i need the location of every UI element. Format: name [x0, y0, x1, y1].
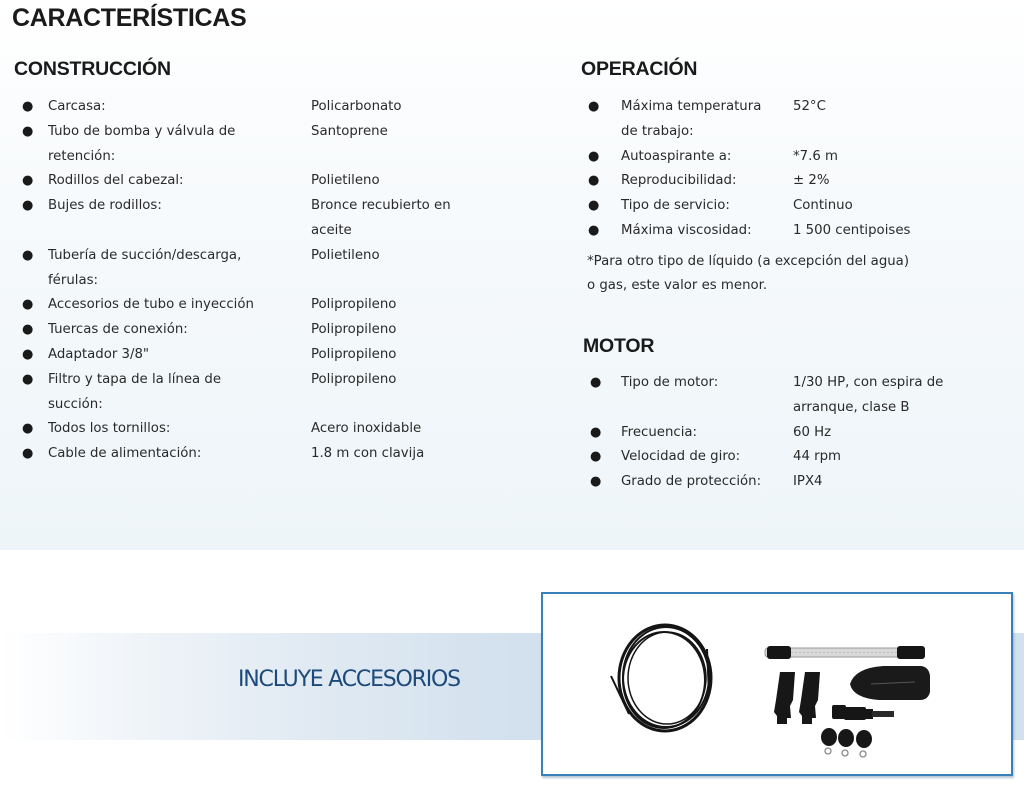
- spec-value-line: Santoprene: [311, 123, 388, 139]
- spec-value: [793, 95, 826, 120]
- bullet-icon: ●: [22, 123, 34, 139]
- footnote-line: *Para otro tipo de líquido (a excepción del agua): [587, 254, 910, 269]
- spec-row: [0, 293, 540, 318]
- spec-label: [621, 95, 761, 145]
- spec-value-line: IPX4: [793, 474, 823, 490]
- spec-label-line: Bujes de rodillos:: [48, 198, 162, 214]
- spec-value: [311, 318, 396, 343]
- spec-label: [621, 470, 761, 495]
- spec-row: [0, 421, 1024, 446]
- spec-label: [48, 318, 188, 343]
- spec-row: [0, 445, 1024, 470]
- spec-value-line: Bronce recubierto en: [311, 198, 451, 214]
- spec-value: [793, 219, 910, 244]
- bullet-icon: ●: [590, 424, 602, 440]
- spec-label: [48, 293, 254, 318]
- spec-value: [793, 470, 823, 495]
- spec-value-line: Policarbonato: [311, 99, 402, 114]
- spec-label: [621, 194, 730, 219]
- spec-value: [793, 145, 838, 170]
- spec-label-line: Máxima viscosidad:: [621, 222, 752, 238]
- bullet-icon: ●: [590, 474, 602, 490]
- motor-spec-list: [0, 371, 1024, 495]
- spec-label: [48, 343, 149, 368]
- spec-value-line: Continuo: [793, 198, 853, 214]
- spec-value-line: 52°C: [793, 99, 826, 114]
- spec-value-line: Polipropileno: [311, 346, 397, 362]
- bullet-icon: ●: [22, 297, 34, 313]
- spec-row: [0, 145, 1024, 170]
- accessories-image: [543, 594, 1011, 774]
- spec-row: [0, 169, 1024, 194]
- adapter-fittings-icon: [774, 672, 820, 724]
- spec-value-line: 60 Hz: [793, 424, 832, 440]
- accessories-title: INCLUYE ACCESORIOS: [238, 667, 460, 692]
- bullet-icon: ●: [588, 148, 600, 164]
- spec-value-line: 1/30 HP, con espira de: [793, 375, 944, 390]
- bullet-icon: ●: [22, 371, 34, 387]
- bullet-icon: ●: [22, 173, 34, 189]
- spec-label-line: succión:: [48, 396, 103, 412]
- spec-value: [311, 244, 380, 269]
- spec-value-line: ± 2%: [793, 173, 830, 189]
- bullet-icon: ●: [588, 198, 600, 214]
- spec-label-line: Tuercas de conexión:: [48, 322, 188, 338]
- spec-label-line: Tipo de servicio:: [621, 198, 730, 214]
- bullet-icon: ●: [588, 173, 600, 189]
- spec-label-line: Máxima temperatura: [621, 99, 762, 114]
- spec-value-line: aceite: [311, 222, 352, 238]
- spec-row: [0, 244, 540, 294]
- spec-value-line: Polipropileno: [311, 371, 397, 387]
- spec-label: [48, 244, 241, 294]
- spec-value-line: *7.6 m: [793, 148, 838, 164]
- spec-row: [0, 318, 540, 343]
- spec-value: [793, 169, 829, 194]
- section-title-construccion: CONSTRUCCIÓN: [14, 58, 171, 80]
- footnote-line: o gas, este valor es menor.: [587, 278, 768, 293]
- spec-value: [793, 445, 841, 470]
- spec-label-line: Velocidad de giro:: [621, 449, 741, 465]
- spec-label-line: Tipo de motor:: [621, 375, 719, 390]
- spec-label-line: Carcasa:: [48, 99, 106, 114]
- spec-label-line: Rodillos del cabezal:: [48, 173, 184, 189]
- spec-row: [0, 95, 1024, 145]
- page-title: CARACTERÍSTICAS: [12, 4, 247, 32]
- spec-value-line: 1.8 m con clavija: [311, 446, 425, 462]
- connection-nuts-icon: [821, 728, 872, 748]
- spec-value-line: Polipropileno: [311, 322, 397, 338]
- spec-label-line: Cable de alimentación:: [48, 446, 202, 462]
- spec-label: [621, 371, 718, 396]
- filter-cap-icon: [850, 666, 930, 700]
- spec-value: [793, 194, 853, 219]
- bullet-icon: ●: [590, 449, 602, 465]
- bullet-icon: ●: [590, 375, 602, 390]
- bullet-icon: ●: [588, 99, 600, 114]
- spec-label-line: Tubo de bomba y válvula de: [48, 123, 236, 139]
- spec-value-line: 1 500 centipoises: [793, 222, 911, 238]
- spec-value-line: Polietileno: [311, 247, 380, 263]
- spec-label-line: Filtro y tapa de la línea de: [48, 371, 222, 387]
- bullet-icon: ●: [588, 222, 600, 238]
- spec-label-line: de trabajo:: [621, 123, 694, 139]
- bullet-icon: ●: [22, 247, 34, 263]
- bullet-icon: ●: [22, 198, 34, 214]
- bullet-icon: ●: [22, 346, 34, 362]
- spec-label-line: Adaptador 3/8": [48, 346, 150, 362]
- spec-label-line: Autoaspirante a:: [621, 148, 732, 164]
- spec-label-line: Tubería de succión/descarga,: [48, 247, 242, 263]
- bullet-icon: ●: [22, 421, 34, 437]
- spec-row: [0, 343, 540, 368]
- spec-value-line: 44 rpm: [793, 449, 842, 465]
- spec-label-line: Reproducibilidad:: [621, 173, 737, 189]
- spec-label-line: Todos los tornillos:: [48, 421, 171, 437]
- spec-value: [311, 293, 396, 318]
- coiled-tubing-icon: [611, 625, 711, 731]
- suction-tube-icon: [765, 646, 925, 659]
- spec-row: [0, 219, 1024, 244]
- bullet-icon: ●: [22, 322, 34, 338]
- spec-label-line: Grado de protección:: [621, 474, 762, 490]
- spec-value-line: Acero inoxidable: [311, 421, 422, 437]
- operacion-footnote: [587, 250, 967, 298]
- spec-value: [793, 371, 943, 421]
- spec-row: [0, 470, 1024, 495]
- section-title-motor: MOTOR: [583, 335, 655, 357]
- spec-label-line: Frecuencia:: [621, 424, 698, 440]
- injection-fitting-icon: [832, 705, 894, 720]
- operacion-spec-list: [0, 95, 1024, 244]
- ferrules-icon: [825, 748, 866, 757]
- spec-label: [621, 421, 697, 446]
- accessories-image-frame: [541, 592, 1013, 776]
- bullet-icon: ●: [22, 446, 34, 462]
- spec-value: [311, 343, 396, 368]
- spec-row: [0, 194, 1024, 219]
- spec-label-line: férulas:: [48, 272, 99, 288]
- spec-label: [621, 145, 731, 170]
- section-title-operacion: OPERACIÓN: [581, 58, 698, 80]
- spec-value-line: Polietileno: [311, 173, 380, 189]
- spec-label-line: retención:: [48, 148, 116, 164]
- spec-label-line: Accesorios de tubo e inyección: [48, 297, 254, 313]
- spec-label: [621, 219, 752, 244]
- spec-label: [621, 169, 736, 194]
- spec-row: [0, 371, 1024, 421]
- spec-value-line: arranque, clase B: [793, 399, 910, 415]
- spec-value-line: Polipropileno: [311, 297, 397, 313]
- spec-label: [621, 445, 740, 470]
- spec-value: [793, 421, 831, 446]
- bullet-icon: ●: [22, 99, 34, 114]
